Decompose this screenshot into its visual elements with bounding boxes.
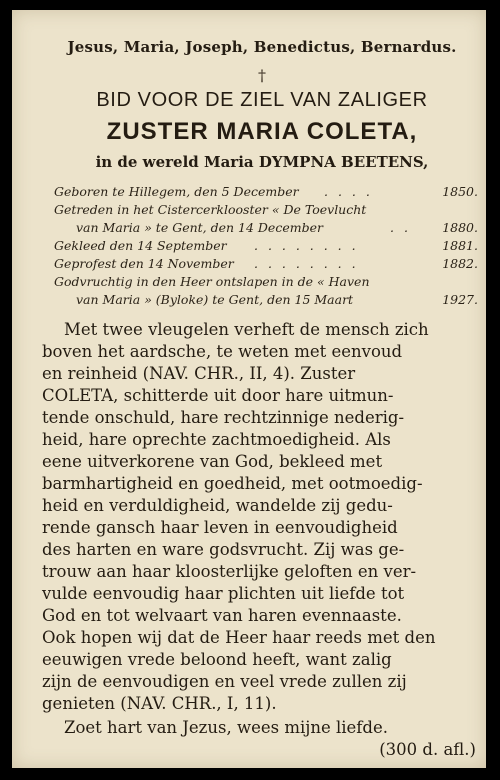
bio-text: van Maria » (Byloke) te Gent, den 15 Maart xyxy=(76,292,354,307)
cross-symbol: † xyxy=(258,66,266,85)
bio-line xyxy=(54,202,478,218)
closing-prayer: Zoet hart van Jezus, wees mijne liefde. xyxy=(64,718,388,737)
bio-line xyxy=(54,184,478,200)
body-line: COLETA, schitterde uit door hare uitmun- xyxy=(42,386,394,405)
bio-text: van Maria » te Gent, den 14 December xyxy=(76,220,323,235)
secular-name: in de wereld Maria DYMPNA BEETENS, xyxy=(95,153,429,171)
body-line: rende gansch haar leven in eenvoudigheid xyxy=(42,518,398,537)
body-line: Ook hopen wij dat de Heer haar reeds met den xyxy=(42,628,436,647)
bio-year: 1880. xyxy=(442,220,478,235)
bio-line xyxy=(54,220,478,236)
deceased-name: ZUSTER MARIA COLETA, xyxy=(106,118,418,145)
body-line: boven het aardsche, te weten met eenvoud xyxy=(42,342,403,361)
body-line: heid, hare oprechte zachtmoedigheid. Als xyxy=(42,430,391,449)
body-line: eene uitverkorene van God, bekleed met xyxy=(42,452,383,471)
bio-line xyxy=(54,292,478,308)
body-line: Met twee vleugelen verheft de mensch zich xyxy=(64,320,429,339)
bio-line xyxy=(54,256,478,272)
body-line: en reinheid (NAV. CHR., II, 4). Zuster xyxy=(42,364,356,383)
body-line: vulde eenvoudig haar plichten uit liefde tot xyxy=(42,584,405,603)
bio-text: Geprofest den 14 November xyxy=(54,256,234,271)
prayer-request-heading: BID VOOR DE ZIEL VAN ZALIGER xyxy=(96,89,428,111)
body-line: tende onschuld, hare rechtzinnige nederig- xyxy=(42,408,405,427)
bio-year: 1850. xyxy=(442,184,478,199)
body-line: God en tot welvaart van haren evennaaste. xyxy=(42,606,402,625)
bio-text: Getreden in het Cistercerklooster « De Toevlucht xyxy=(54,202,367,217)
body-line: zijn de eenvoudigen en veel vrede zullen zij xyxy=(42,672,407,691)
bio-year: 1927. xyxy=(442,292,478,307)
bio-year: 1881. xyxy=(442,238,478,253)
body-line: eeuwigen vrede beloond heeft, want zalig xyxy=(42,650,392,669)
bio-text: Godvruchtig in den Heer ontslapen in de « Haven xyxy=(54,274,370,289)
bio-dots: . . . . xyxy=(324,184,373,199)
body-line: genieten (NAV. CHR., I, 11). xyxy=(42,694,277,713)
bio-dots: . . . . . . . . xyxy=(254,256,359,271)
bio-dots: . . . . . . . . xyxy=(254,238,359,253)
body-line: des harten en ware godsvrucht. Zij was ge- xyxy=(42,540,405,559)
bio-year: 1882. xyxy=(442,256,478,271)
memorial-card xyxy=(12,10,486,768)
body-line: barmhartigheid en goedheid, met ootmoedig- xyxy=(42,474,423,493)
saints-invocation: Jesus, Maria, Joseph, Benedictus, Bernardus. xyxy=(67,38,457,56)
bio-dots: . . xyxy=(390,220,411,235)
bio-text: Gekleed den 14 September xyxy=(54,238,227,253)
body-line: trouw aan haar kloosterlijke geloften en ver- xyxy=(42,562,417,581)
bio-text: Geboren te Hillegem, den 5 December xyxy=(54,184,299,199)
body-line: heid en verduldigheid, wandelde zij gedu- xyxy=(42,496,393,515)
bio-line xyxy=(54,238,478,254)
card-content xyxy=(42,38,482,764)
indulgence-note: (300 d. afl.) xyxy=(379,740,476,759)
bio-line xyxy=(54,274,478,290)
